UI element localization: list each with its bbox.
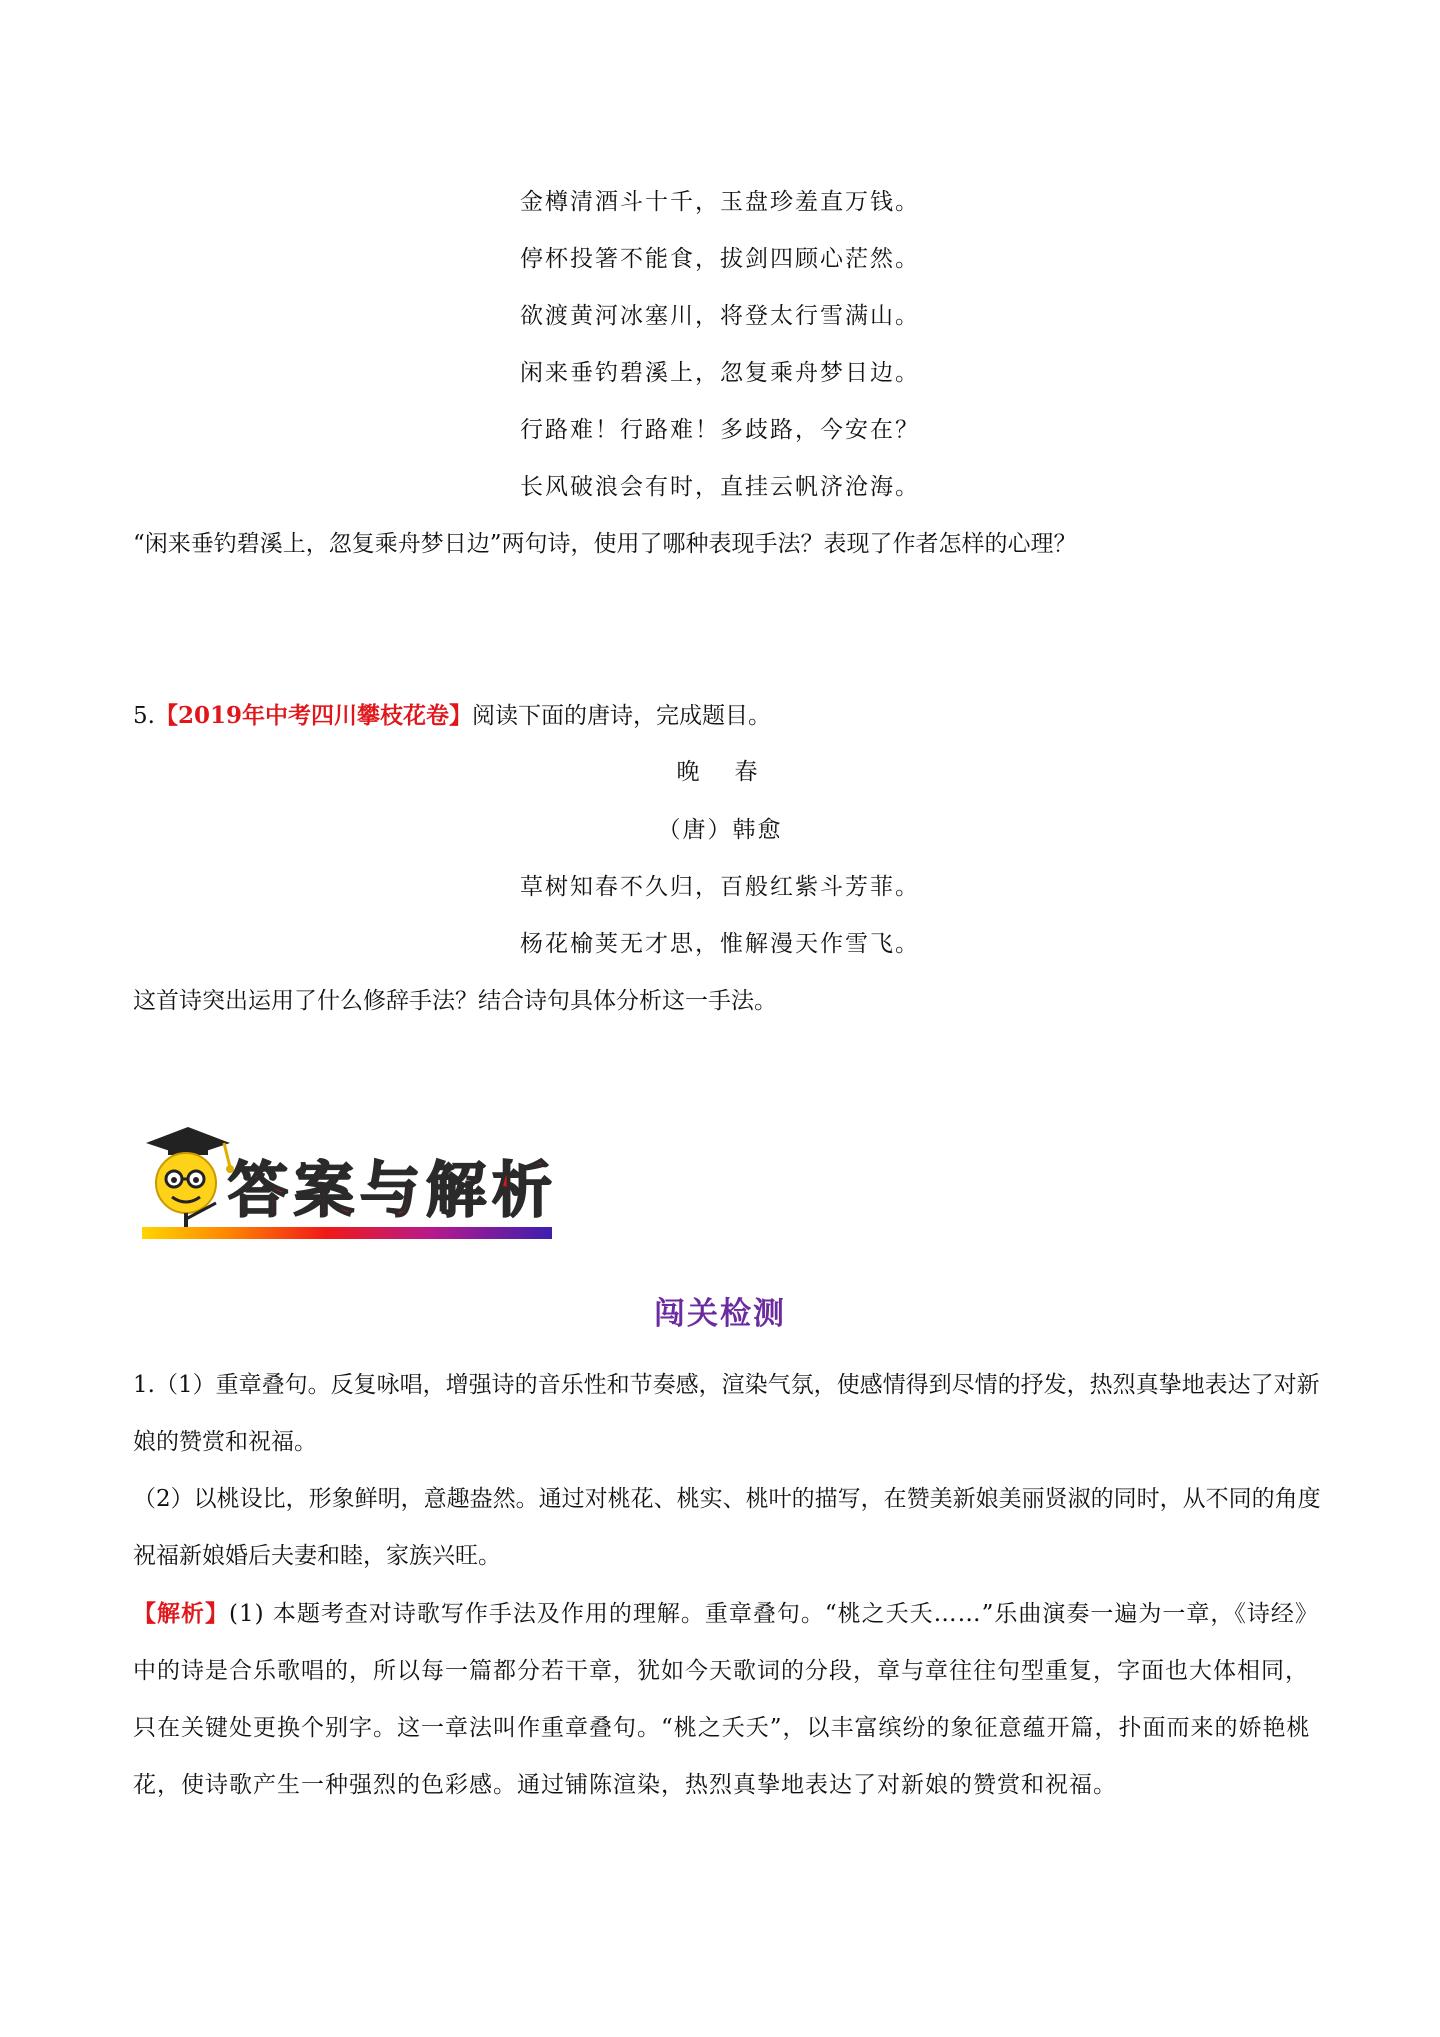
poem-line: 杨花榆荚无才思，惟解漫天作雪飞。: [520, 931, 920, 957]
answer-1-analysis: [133, 1585, 1323, 1814]
poem-line: 草树知春不久归，百般红紫斗芳菲。: [520, 874, 920, 900]
section-title: 闯关检测: [654, 1296, 786, 1332]
question-5-header: [133, 700, 1323, 732]
question-4: “闲来垂钓碧溪上，忽复乘舟梦日边”两句诗，使用了哪种表现手法？表现了作者怎样的心理？: [133, 531, 1077, 557]
analysis-label: 【解析】: [133, 1600, 229, 1627]
answer-1-part-2: （2）以桃设比，形象鲜明，意趣盎然。通过对桃花、桃实、桃叶的描写，在赞美新娘美丽贤淑的同时，从不同的角度祝福新娘婚后夫妻和睦，家族兴旺。: [133, 1486, 1321, 1569]
graduate-smiley-icon: [138, 1125, 238, 1235]
poem-line: 停杯投箸不能食，拔剑四顾心茫然。: [520, 246, 920, 272]
logo-gradient-bar: [142, 1227, 552, 1239]
poem-title: 晚 春: [676, 759, 764, 785]
poem-line: 长风破浪会有时，直挂云帆济沧海。: [520, 474, 920, 500]
poem-line: 欲渡黄河冰塞川，将登太行雪满山。: [520, 303, 920, 329]
poem-line: 金樽清酒斗十千，玉盘珍羞直万钱。: [520, 189, 920, 215]
question-5: 这首诗突出运用了什么修辞手法？结合诗句具体分析这一手法。: [133, 988, 777, 1014]
poem-line: 行路难！行路难！多歧路，今安在？: [520, 417, 920, 443]
analysis-text: (1) 本题考查对诗歌写作手法及作用的理解。重章叠句。“桃之夭夭……”乐曲演奏一遍为一章，《诗经》中的诗是合乐歌唱的，所以每一篇都分若干章，犹如今天歌词的分段，章与章往往句型重复，字面也大体相同，只在关键处更换个别字。这一章法叫作重章叠句。“桃之夭夭”，以丰富缤纷的象征意蕴开篇，扑面而来的娇艳桃花，使诗歌产生一种强烈的色彩感。通过铺陈渲染，热烈真挚地表达了对新娘的赞赏和祝福。: [133, 1601, 1319, 1798]
answer-1-part-1: 1.（1）重章叠句。反复咏唱，增强诗的音乐性和节奏感，渲染气氛，使感情得到尽情的抒发，热烈真挚地表达了对新娘的赞赏和祝福。: [133, 1372, 1320, 1455]
question-number: 5.: [133, 703, 155, 729]
question-intro: 阅读下面的唐诗，完成题目。: [471, 703, 771, 729]
question-source: 【2019年中考四川攀枝花卷】: [154, 702, 472, 729]
logo-text: 答案与解析: [228, 1156, 558, 1226]
answer-analysis-logo: [138, 1125, 558, 1245]
poem-author: （唐）韩愈: [657, 817, 783, 843]
poem-line: 闲来垂钓碧溪上，忽复乘舟梦日边。: [520, 360, 920, 386]
